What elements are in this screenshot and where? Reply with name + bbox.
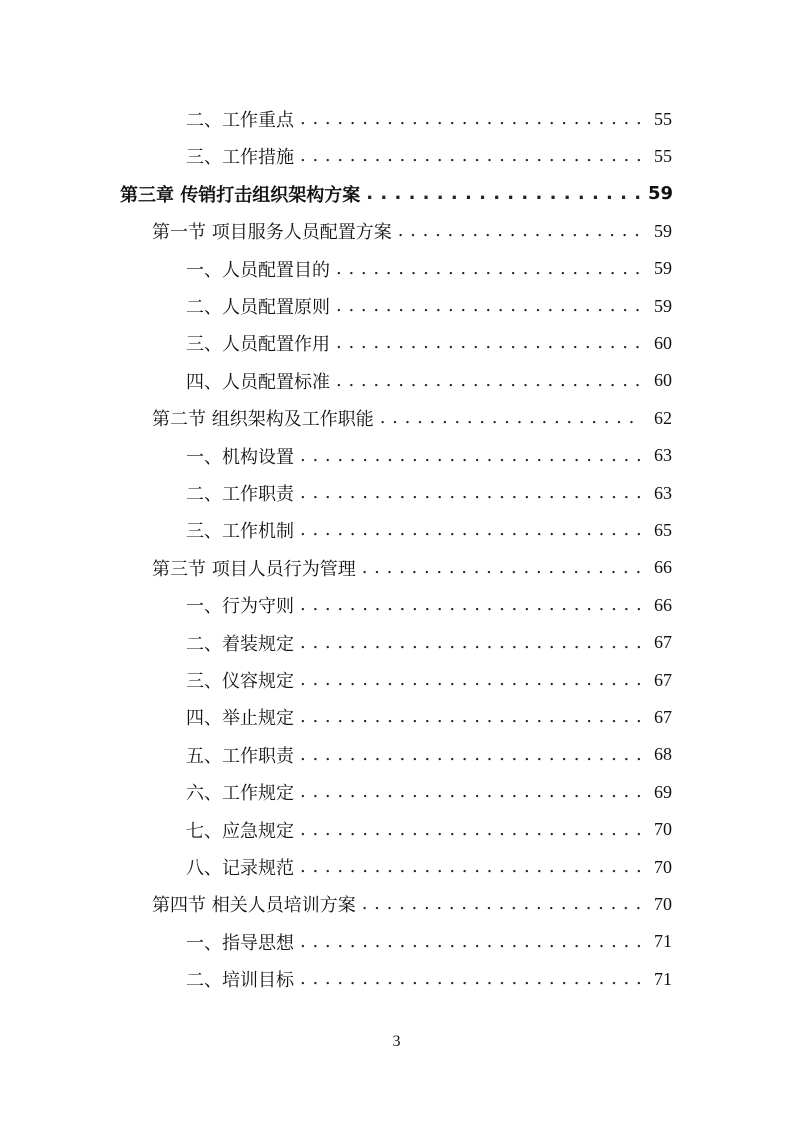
toc-entry-section[interactable]: [152, 886, 672, 923]
dot-leader: [300, 147, 642, 165]
toc-entry-item[interactable]: [186, 811, 672, 848]
dot-leader: [362, 895, 642, 913]
toc-entry-item[interactable]: [186, 923, 672, 960]
toc-entry-title: 三、仪容规定: [186, 671, 294, 692]
dot-leader: [300, 708, 642, 726]
toc-entry-title: 一、行为守则: [186, 596, 294, 618]
toc-entry-title: 三、工作措施: [186, 147, 294, 169]
toc-entry-page-number: 69: [654, 781, 672, 802]
toc-entry-title: 一、指导思想: [186, 932, 294, 954]
dot-leader: [300, 970, 642, 988]
toc-entry-page-number: 60: [654, 332, 672, 353]
dot-leader: [300, 521, 642, 539]
toc-entry-title: 八、记录规范: [186, 858, 294, 879]
toc-entry-title: 二、工作重点: [186, 110, 294, 131]
dot-leader: [336, 334, 642, 352]
toc-entry-title: 第三章 传销打击组织架构方案: [120, 184, 361, 206]
dot-leader: [366, 185, 642, 203]
toc-entry-page-number: 66: [654, 557, 672, 578]
toc-entry-page-number: 62: [654, 407, 672, 428]
dot-leader: [300, 746, 642, 764]
toc-entry-page-number: 67: [654, 632, 672, 653]
toc-entry-page-number: 60: [654, 370, 672, 391]
toc-entry-title: 三、人员配置作用: [186, 334, 330, 356]
toc-entry-title: 第一节 项目服务人员配置方案: [152, 222, 392, 244]
toc-entry-title: 六、工作规定: [186, 783, 294, 805]
dot-leader: [300, 671, 642, 689]
toc-entry-title: 七、应急规定: [186, 820, 294, 842]
toc-entry-item[interactable]: [186, 849, 672, 886]
toc-entry-title: 四、举止规定: [186, 708, 294, 730]
toc-entry-page-number: 65: [654, 519, 672, 540]
page-number-footer: 3: [392, 1033, 401, 1050]
toc-entry-item[interactable]: [186, 774, 672, 811]
toc-entry-item[interactable]: [186, 101, 672, 138]
toc-entry-item[interactable]: [186, 475, 672, 512]
dot-leader: [300, 821, 642, 839]
toc-entry-page-number: 63: [654, 445, 672, 466]
toc-entry-page-number: 67: [654, 669, 672, 690]
toc-entry-section[interactable]: [152, 549, 672, 586]
toc-entry-title: 四、人员配置标准: [186, 371, 330, 393]
toc-entry-page-number: 63: [654, 482, 672, 503]
toc-entry-section[interactable]: [152, 400, 672, 437]
toc-entry-title: 二、培训目标: [186, 970, 294, 992]
toc-entry-item[interactable]: [186, 961, 672, 998]
toc-entry-page-number: 70: [654, 819, 672, 840]
dot-leader: [300, 596, 642, 614]
toc-entry-section[interactable]: [152, 213, 672, 250]
toc-entry-title: 第三节 项目人员行为管理: [152, 558, 356, 580]
toc-entry-page-number: 59: [654, 258, 672, 279]
toc-entry-item[interactable]: [186, 250, 672, 287]
toc-entry-item[interactable]: [186, 662, 672, 699]
dot-leader: [336, 260, 642, 278]
toc-entry-page-number: 59: [648, 183, 674, 205]
toc-entry-title: 一、机构设置: [186, 446, 294, 468]
toc-entry-item[interactable]: [186, 587, 672, 624]
dot-leader: [300, 110, 642, 128]
dot-leader: [300, 634, 642, 652]
toc-entry-page-number: 70: [654, 893, 672, 914]
dot-leader: [380, 409, 642, 427]
dot-leader: [300, 783, 642, 801]
toc-entry-title: 二、着装规定: [186, 633, 294, 655]
toc-entry-page-number: 71: [654, 931, 672, 952]
toc-entry-item[interactable]: [186, 138, 672, 175]
toc-entry-item[interactable]: [186, 512, 672, 549]
toc-entry-page-number: 68: [654, 744, 672, 765]
toc-entry-title: 五、工作职责: [186, 745, 294, 767]
toc-entry-item[interactable]: [186, 736, 672, 773]
dot-leader: [300, 484, 642, 502]
toc-entry-page-number: 66: [654, 594, 672, 615]
toc-entry-item[interactable]: [186, 699, 672, 736]
toc-entry-page-number: 55: [654, 145, 672, 166]
dot-leader: [336, 372, 642, 390]
toc-entry-title: 第二节 组织架构及工作职能: [152, 409, 374, 431]
toc-entry-page-number: 71: [654, 968, 672, 989]
dot-leader: [336, 297, 642, 315]
toc-entry-chapter[interactable]: [120, 175, 672, 212]
dot-leader: [300, 933, 642, 951]
toc-entry-page-number: 70: [654, 856, 672, 877]
toc-entry-page-number: 59: [654, 220, 672, 241]
toc-entry-item[interactable]: [186, 624, 672, 661]
toc-entry-item[interactable]: [186, 325, 672, 362]
toc-entry-title: 一、人员配置目的: [186, 259, 330, 281]
toc-entry-item[interactable]: [186, 362, 672, 399]
dot-leader: [362, 559, 642, 577]
toc-entry-title: 三、工作机制: [186, 521, 294, 543]
toc-entry-page-number: 55: [654, 108, 672, 129]
toc-entry-title: 二、工作职责: [186, 484, 294, 505]
toc-entry-title: 第四节 相关人员培训方案: [152, 895, 356, 917]
dot-leader: [300, 447, 642, 465]
toc-entry-page-number: 67: [654, 706, 672, 727]
dot-leader: [398, 222, 642, 240]
toc-entry-item[interactable]: [186, 437, 672, 474]
toc-entry-item[interactable]: [186, 288, 672, 325]
toc-entry-page-number: 59: [654, 295, 672, 316]
toc-entry-title: 二、人员配置原则: [186, 297, 330, 318]
dot-leader: [300, 858, 642, 876]
